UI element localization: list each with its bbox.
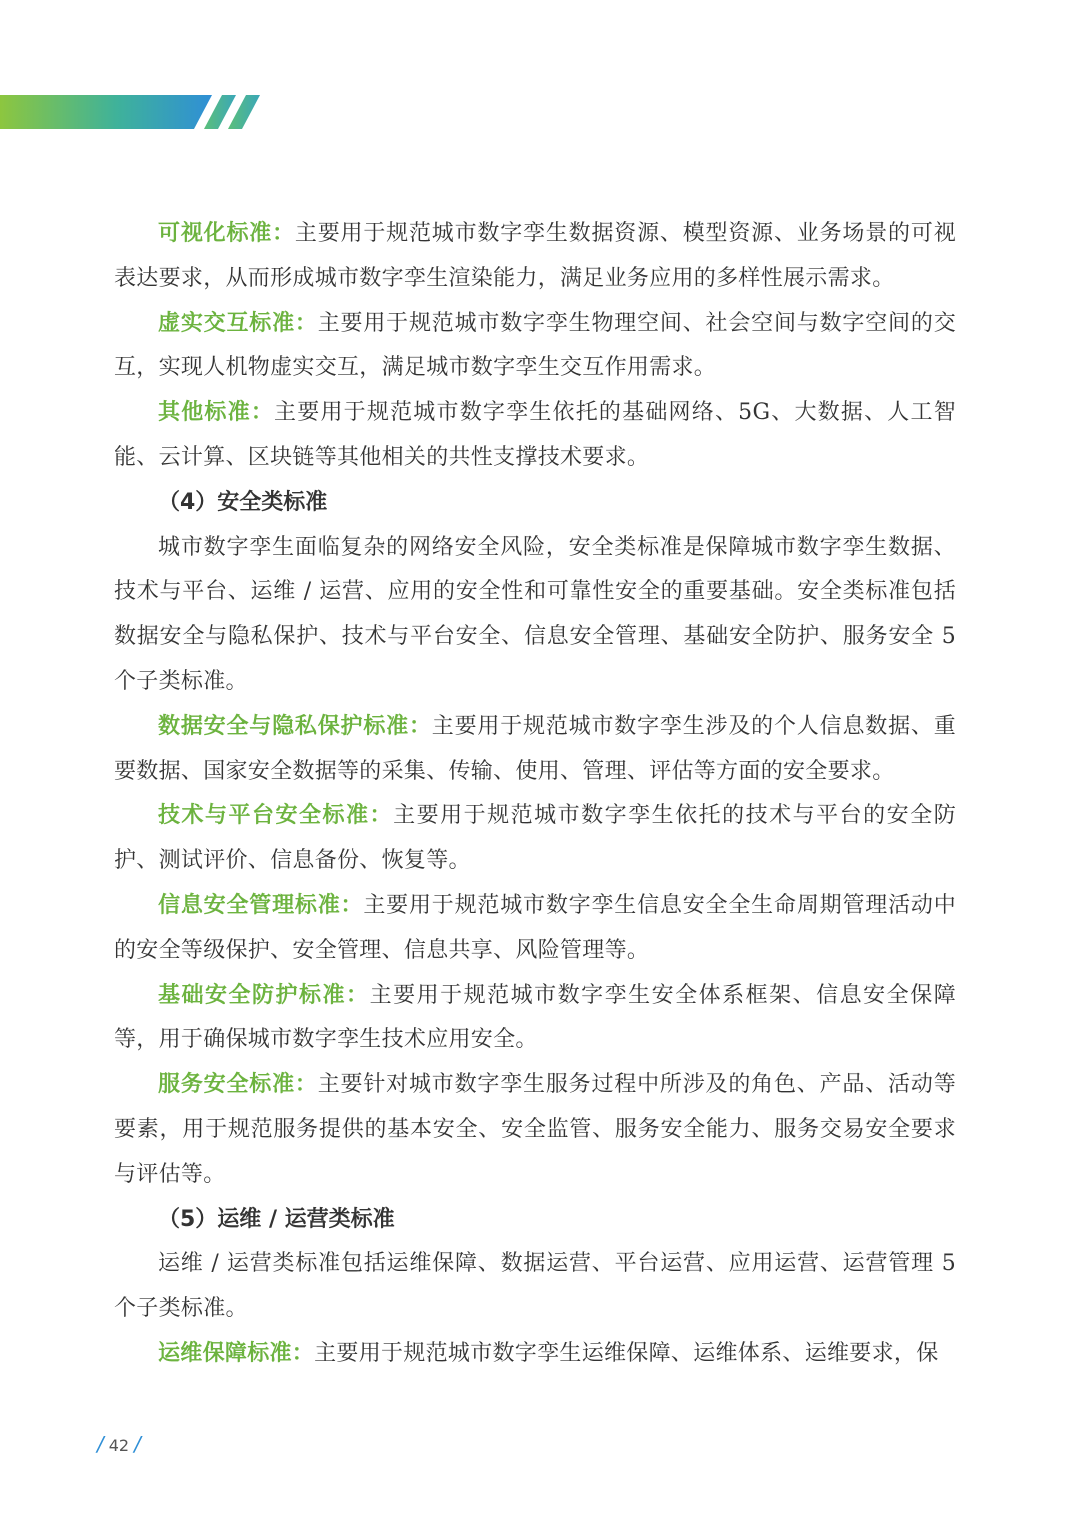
page-footer [92, 1430, 146, 1458]
slash-icon: / [134, 1432, 141, 1456]
paragraph-ops-guarantee [114, 1332, 956, 1377]
banner-stripes-icon [0, 95, 270, 129]
section-heading-security: （4）安全类标准 [158, 489, 328, 515]
term-label: 信息安全管理标准： [158, 892, 364, 918]
page-number: 42 [108, 1436, 130, 1455]
paragraph-info-security [114, 884, 956, 974]
paragraph-service-security [114, 1063, 956, 1197]
term-label: 虚实交互标准： [158, 310, 318, 336]
section-heading-operations: （5）运维 / 运营类标准 [158, 1206, 395, 1232]
term-label: 可视化标准： [158, 221, 295, 246]
paragraph-text: 主要用于规范城市数字孪生数据资源、模型资源、业务场景的可视表达要求，从而形成城市数字孪生渲染能力，满足业务应用的多样性展示需求。 [114, 221, 956, 291]
paragraph-basic-security [114, 974, 956, 1064]
paragraph-text: 主要用于规范城市数字孪生依托的基础网络、5G、大数据、人工智能、云计算、区块链等其他相关的共性支撑技术要求。 [114, 400, 956, 470]
term-label: 其他标准： [158, 400, 275, 426]
page-content [114, 212, 956, 1377]
paragraph-virtual-real [114, 302, 956, 392]
header-banner [0, 95, 270, 129]
paragraph-text: 主要用于规范城市数字孪生物理空间、社会空间与数字空间的交互，实现人机物虚实交互，满足城市数字孪生交互作用需求。 [114, 310, 956, 381]
term-label: 运维保障标准： [158, 1340, 315, 1366]
slash-icon: / [97, 1432, 104, 1456]
paragraph-text: 主要用于规范城市数字孪生依托的技术与平台的安全防护、测试评价、信息备份、恢复等。 [114, 803, 956, 874]
paragraph-text: 主要用于规范城市数字孪生信息安全全生命周期管理活动中的安全等级保护、安全管理、信息共享、风险管理等。 [114, 892, 957, 963]
term-label: 基础安全防护标准： [158, 982, 370, 1008]
paragraph-platform-security [114, 794, 956, 884]
paragraph-text: 主要用于规范城市数字孪生运维保障、运维体系、运维要求，保 [314, 1340, 939, 1366]
paragraph-visualization [114, 212, 956, 302]
paragraph-other [114, 391, 956, 481]
term-label: 服务安全标准： [158, 1072, 318, 1098]
term-label: 数据安全与隐私保护标准： [158, 713, 432, 739]
paragraph-text: 主要用于规范城市数字孪生安全体系框架、信息安全保障等，用于确保城市数字孪生技术应用安全。 [114, 982, 956, 1053]
paragraph-text: 主要用于规范城市数字孪生涉及的个人信息数据、重要数据、国家安全数据等的采集、传输、使用、管理、评估等方面的安全要求。 [114, 713, 956, 784]
section-intro-security: 城市数字孪生面临复杂的网络安全风险，安全类标准是保障城市数字孪生数据、技术与平台、运维 / 运营、应用的安全性和可靠性安全的重要基础。安全类标准包括数据安全与隐私保护、技术与平台安全、信息安全管理、基础安全防护、服务安全 5 个子类标准。 [114, 534, 956, 694]
paragraph-data-security [114, 705, 956, 795]
term-label: 技术与平台安全标准： [158, 803, 394, 829]
section-intro-operations: 运维 / 运营类标准包括运维保障、数据运营、平台运营、应用运营、运营管理 5 个子类标准。 [114, 1251, 956, 1322]
paragraph-text: 主要针对城市数字孪生服务过程中所涉及的角色、产品、活动等要素，用于规范服务提供的基本安全、安全监管、服务安全能力、服务交易安全要求与评估等。 [114, 1072, 956, 1187]
